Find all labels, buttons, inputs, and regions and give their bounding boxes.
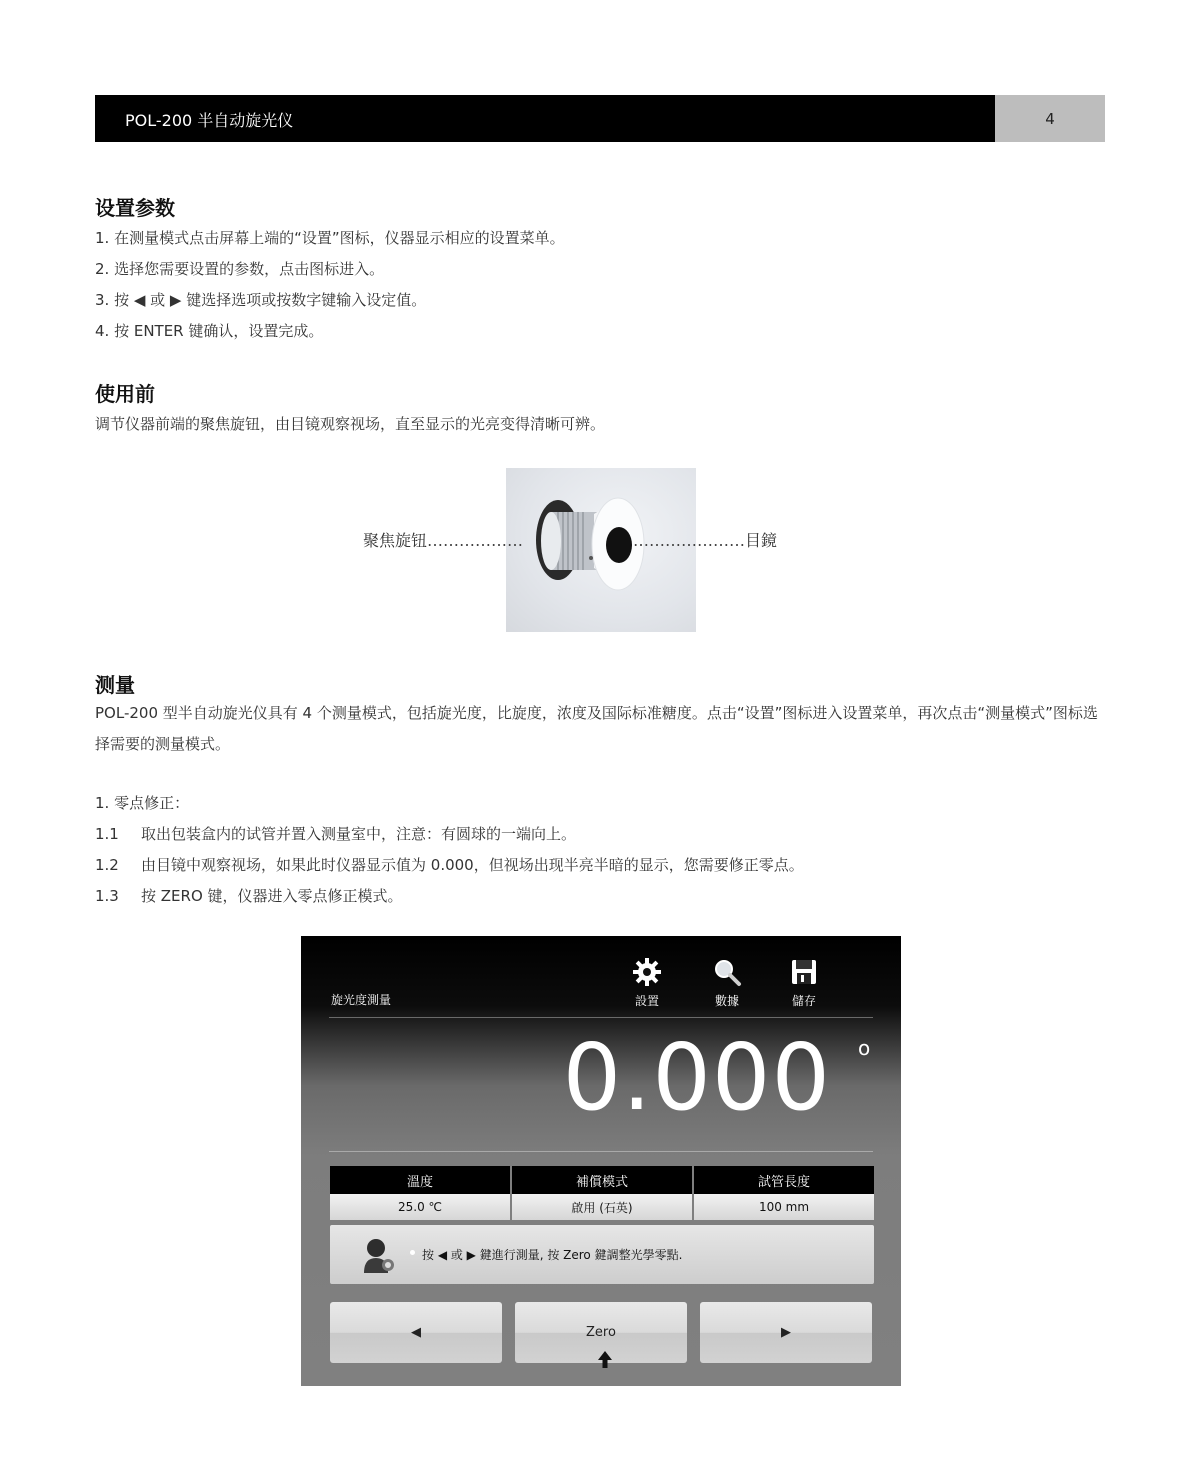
settings-step-1: 1. 在测量模式点击屏幕上端的“设置”图标，仪器显示相应的设置菜单。	[95, 229, 565, 247]
settings-step-2: 2. 选择您需要设置的参数，点击图标进入。	[95, 260, 385, 278]
temperature-value[interactable]: 25.0 ℃	[330, 1194, 512, 1220]
tube-length-header: 試管長度	[694, 1166, 874, 1194]
eyepiece-label: …………………目鏡	[633, 531, 778, 550]
magnifier-icon	[697, 956, 757, 988]
document-title: POL-200 半自动旋光仪	[125, 111, 294, 130]
heading-measure: 测量	[95, 673, 135, 697]
data-toolbar-button[interactable]	[697, 956, 757, 1009]
data-label: 數據	[714, 994, 739, 1008]
zero-step-3: 1.3 按 ZERO 键，仪器进入零点修正模式。	[95, 887, 403, 905]
degree-unit: o	[858, 1036, 871, 1060]
parameter-table	[330, 1166, 874, 1220]
settings-toolbar-button[interactable]	[617, 956, 677, 1009]
save-toolbar-button[interactable]	[774, 956, 834, 1009]
heading-settings: 设置参数	[95, 196, 175, 220]
settings-step-4: 4. 按 ENTER 键确认，设置完成。	[95, 322, 324, 340]
zero-title: 1. 零点修正：	[95, 794, 190, 812]
message-bullet	[410, 1250, 415, 1255]
device-screen	[301, 936, 901, 1386]
instruction-text: 按 ◀ 或 ▶ 鍵進行測量, 按 Zero 鍵調整光學零點.	[422, 1248, 683, 1262]
tube-length-value[interactable]: 100 mm	[694, 1194, 874, 1220]
page-number: 4	[995, 95, 1105, 142]
instruction-bar	[330, 1225, 874, 1284]
compensation-header: 補償模式	[512, 1166, 694, 1194]
zero-button-label: Zero	[586, 1325, 616, 1340]
page-header	[95, 95, 1105, 142]
floppy-disk-icon	[774, 956, 834, 988]
middle-divider	[329, 1151, 873, 1152]
screen-title: 旋光度測量	[331, 993, 392, 1007]
settings-label: 設置	[634, 994, 659, 1008]
pointer-arrow-icon	[598, 1351, 612, 1368]
focus-knob-label: 聚焦旋钮………………	[363, 531, 524, 550]
user-icon	[358, 1235, 398, 1275]
gear-icon	[617, 956, 677, 988]
before-use-text: 调节仪器前端的聚焦旋钮，由目镜观察视场，直至显示的光亮变得清晰可辨。	[95, 415, 606, 433]
zero-step-2: 1.2 由目镜中观察视场，如果此时仪器显示值为 0.000，但视场出现半亮半暗的显示，您需要修正零点。	[95, 856, 804, 874]
compensation-value[interactable]: 啟用 (石英)	[512, 1194, 694, 1220]
heading-before-use: 使用前	[95, 382, 155, 406]
left-arrow-button[interactable]: ◀	[330, 1302, 502, 1363]
settings-step-3: 3. 按 ◀ 或 ▶ 键选择选项或按数字键输入设定值。	[95, 291, 427, 309]
top-divider	[329, 1017, 873, 1018]
right-arrow-button[interactable]: ▶	[700, 1302, 872, 1363]
zero-step-1: 1.1 取出包装盒内的试管并置入测量室中，注意：有圆球的一端向上。	[95, 825, 577, 843]
temperature-header: 溫度	[330, 1166, 512, 1194]
measure-text: POL-200 型半自动旋光仪具有 4 个测量模式，包括旋光度，比旋度，浓度及国际标准糖度。点击“设置”图标进入设置菜单，再次点击“测量模式”图标选择需要的测量模式。	[95, 704, 1098, 753]
save-label: 儲存	[791, 994, 816, 1008]
rotation-reading: 0.000	[562, 1024, 831, 1131]
